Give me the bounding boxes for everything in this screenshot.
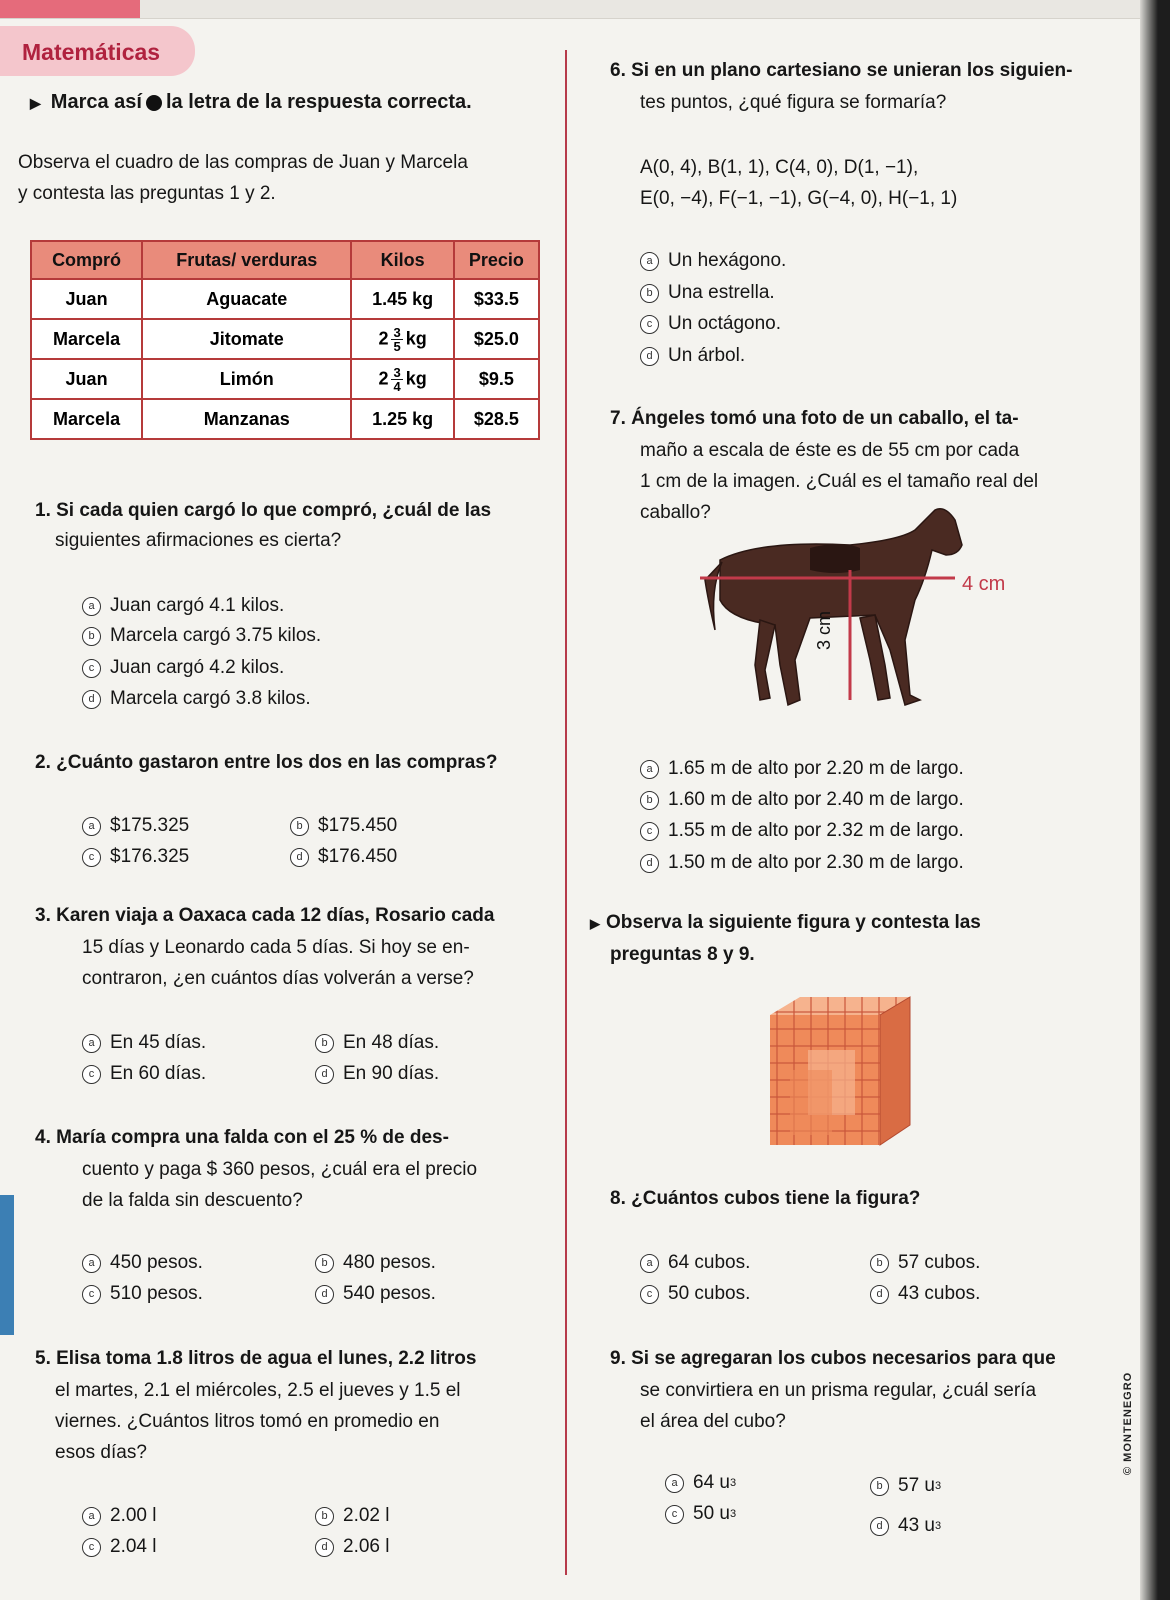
saddle [810,544,860,573]
q1-option-a[interactable]: a Juan cargó 4.1 kilos. [82,595,284,617]
q3-option-a[interactable]: a En 45 días. [82,1032,206,1054]
header-item: Frutas/ verduras [142,241,351,279]
q7-text-2: maño a escala de éste es de 55 cm por cada [640,440,1020,461]
mixed-fraction: 2 $\frac{3}{4}$ kg [351,359,453,399]
header-buyer: Compró [31,241,142,279]
q6-option-b[interactable]: b Una estrella. [640,282,775,304]
table-row: Juan Aguacate 1.45 kg $33.5 [31,279,539,319]
q9-option-a[interactable]: a 64 u 3 [665,1472,736,1494]
subject-tab [0,26,195,76]
q2-option-d[interactable]: d $176.450 [290,846,397,868]
q9-text-3: el área del cubo? [640,1411,786,1432]
q1-text-1: 1. Si cada quien cargó lo que compró, ¿cuál de las [35,500,492,521]
q7-text-3: 1 cm de la imagen. ¿Cuál es el tamaño real del [640,471,1039,492]
q9-text-2: se convirtiera en un prisma regular, ¿cuál sería [640,1380,1037,1401]
q7-option-b[interactable]: b 1.60 m de alto por 2.40 m de largo. [640,789,964,811]
q5-option-a[interactable]: a 2.00 l [82,1505,156,1527]
q4-text-3: de la falda sin descuento? [82,1190,303,1211]
q4-option-d[interactable]: d 540 pesos. [315,1283,436,1305]
q3-text-1: 3. Karen viaja a Oaxaca cada 12 días, Rosario cada [35,905,495,926]
intro-line-1: Observa el cuadro de las compras de Juan y Marcela [18,152,468,173]
q5-text-2: el martes, 2.1 el miércoles, 2.5 el jueves y 1.5 el [55,1380,461,1401]
q3-text-3: contraron, ¿en cuántos días volverán a verse? [82,968,474,989]
q9-text-1: 9. Si se agregaran los cubos necesarios para que [610,1348,1056,1369]
q6-points-1: A(0, 4), B(1, 1), C(4, 0), D(1, −1), [640,157,919,178]
filled-circle-icon [146,95,162,111]
q9-option-d[interactable]: d 43 u 3 [870,1515,941,1537]
q2-text: 2. ¿Cuánto gastaron entre los dos en las compras? [35,752,498,773]
q4-text-2: cuento y paga $ 360 pesos, ¿cuál era el precio [82,1159,478,1180]
q6-option-c[interactable]: c Un octágono. [640,313,781,335]
q3-option-d[interactable]: d En 90 días. [315,1063,439,1085]
q5-option-b[interactable]: b 2.02 l [315,1505,389,1527]
q5-text-3: viernes. ¿Cuántos litros tomó en promedio en [55,1411,440,1432]
q8-option-c[interactable]: c 50 cubos. [640,1283,750,1305]
q6-text-2: tes puntos, ¿qué figura se formaría? [640,92,947,113]
q8-option-d[interactable]: d 43 cubos. [870,1283,980,1305]
q2-option-a[interactable]: a $175.325 [82,815,189,837]
q3-text-2: 15 días y Leonardo cada 5 días. Si hoy se en- [82,937,470,958]
q6-text-1: 6. Si en un plano cartesiano se unieran los siguien- [610,60,1073,81]
q3-option-c[interactable]: c En 60 días. [82,1063,206,1085]
q8-option-b[interactable]: b 57 cubos. [870,1252,980,1274]
q4-option-b[interactable]: b 480 pesos. [315,1252,436,1274]
subject-title: Matemáticas [22,39,161,65]
q6-option-a[interactable]: a Un hexágono. [640,250,786,272]
q7-option-d[interactable]: d 1.50 m de alto por 2.30 m de largo. [640,852,964,874]
q7-option-a[interactable]: a 1.65 m de alto por 2.20 m de largo. [640,758,964,780]
q4-option-c[interactable]: c 510 pesos. [82,1283,203,1305]
q5-text-4: esos días? [55,1442,147,1463]
header-price: Precio [454,241,539,279]
table-row: Juan Limón 2 $\frac{3}{4}$ kg $9.5 [31,359,539,399]
q7-text-1: 7. Ángeles tomó una foto de un caballo, el ta- [610,408,1019,429]
q4-text-1: 4. María compra una falda con el 25 % de des- [35,1127,449,1148]
column-divider [565,50,567,1575]
q3-option-b[interactable]: b En 48 días. [315,1032,439,1054]
q6-points-2: E(0, −4), F(−1, −1), G(−4, 0), H(−1, 1) [640,188,958,209]
top-strip [0,0,1140,19]
intro-line-2: y contesta las preguntas 1 y 2. [18,183,276,204]
q5-option-c[interactable]: c 2.04 l [82,1536,156,1558]
horse-illustration [700,500,1040,735]
q4-option-a[interactable]: a 450 pesos. [82,1252,203,1274]
q2-option-b[interactable]: b $175.450 [290,815,397,837]
top-strip-accent [0,0,140,18]
q1-text-2: siguientes afirmaciones es cierta? [55,530,342,551]
q7-text-4: caballo? [640,502,711,523]
q1-option-b[interactable]: b Marcela cargó 3.75 kilos. [82,625,321,647]
width-label: 4 cm [962,573,1006,595]
mixed-fraction: 2 $\frac{3}{5}$ kg [351,319,453,359]
observe-text-2: preguntas 8 y 9. [610,944,755,965]
observe-text-1: ▶ Observa la siguiente figura y contesta las [590,912,981,933]
table-row: Marcela Jitomate 2 $\frac{3}{5}$ kg $25.0 [31,319,539,359]
header-kilos: Kilos [351,241,453,279]
height-label: 3 cm [814,610,834,650]
instruction: ▶ Marca así la letra de la respuesta correcta. [30,91,472,113]
q7-option-c[interactable]: c 1.55 m de alto por 2.32 m de largo. [640,820,964,842]
q8-text: 8. ¿Cuántos cubos tiene la figura? [610,1188,921,1209]
purchases-table [30,240,540,440]
page-edge-shadow [1140,0,1170,1600]
publisher-logo: © MONTENEGRO [1122,1371,1134,1475]
cube-figure [760,995,920,1155]
q9-option-c[interactable]: c 50 u 3 [665,1503,736,1525]
q2-option-c[interactable]: c $176.325 [82,846,189,868]
q5-text-1: 5. Elisa toma 1.8 litros de agua el lunes, 2.2 litros [35,1348,477,1369]
q9-option-b[interactable]: b 57 u 3 [870,1475,941,1497]
side-color-tab [0,1195,14,1335]
q6-option-d[interactable]: d Un árbol. [640,345,745,367]
q8-option-a[interactable]: a 64 cubos. [640,1252,750,1274]
table-row: Marcela Manzanas 1.25 kg $28.5 [31,399,539,439]
q1-option-d[interactable]: d Marcela cargó 3.8 kilos. [82,688,311,710]
q5-option-d[interactable]: d 2.06 l [315,1536,389,1558]
q1-option-c[interactable]: c Juan cargó 4.2 kilos. [82,657,284,679]
